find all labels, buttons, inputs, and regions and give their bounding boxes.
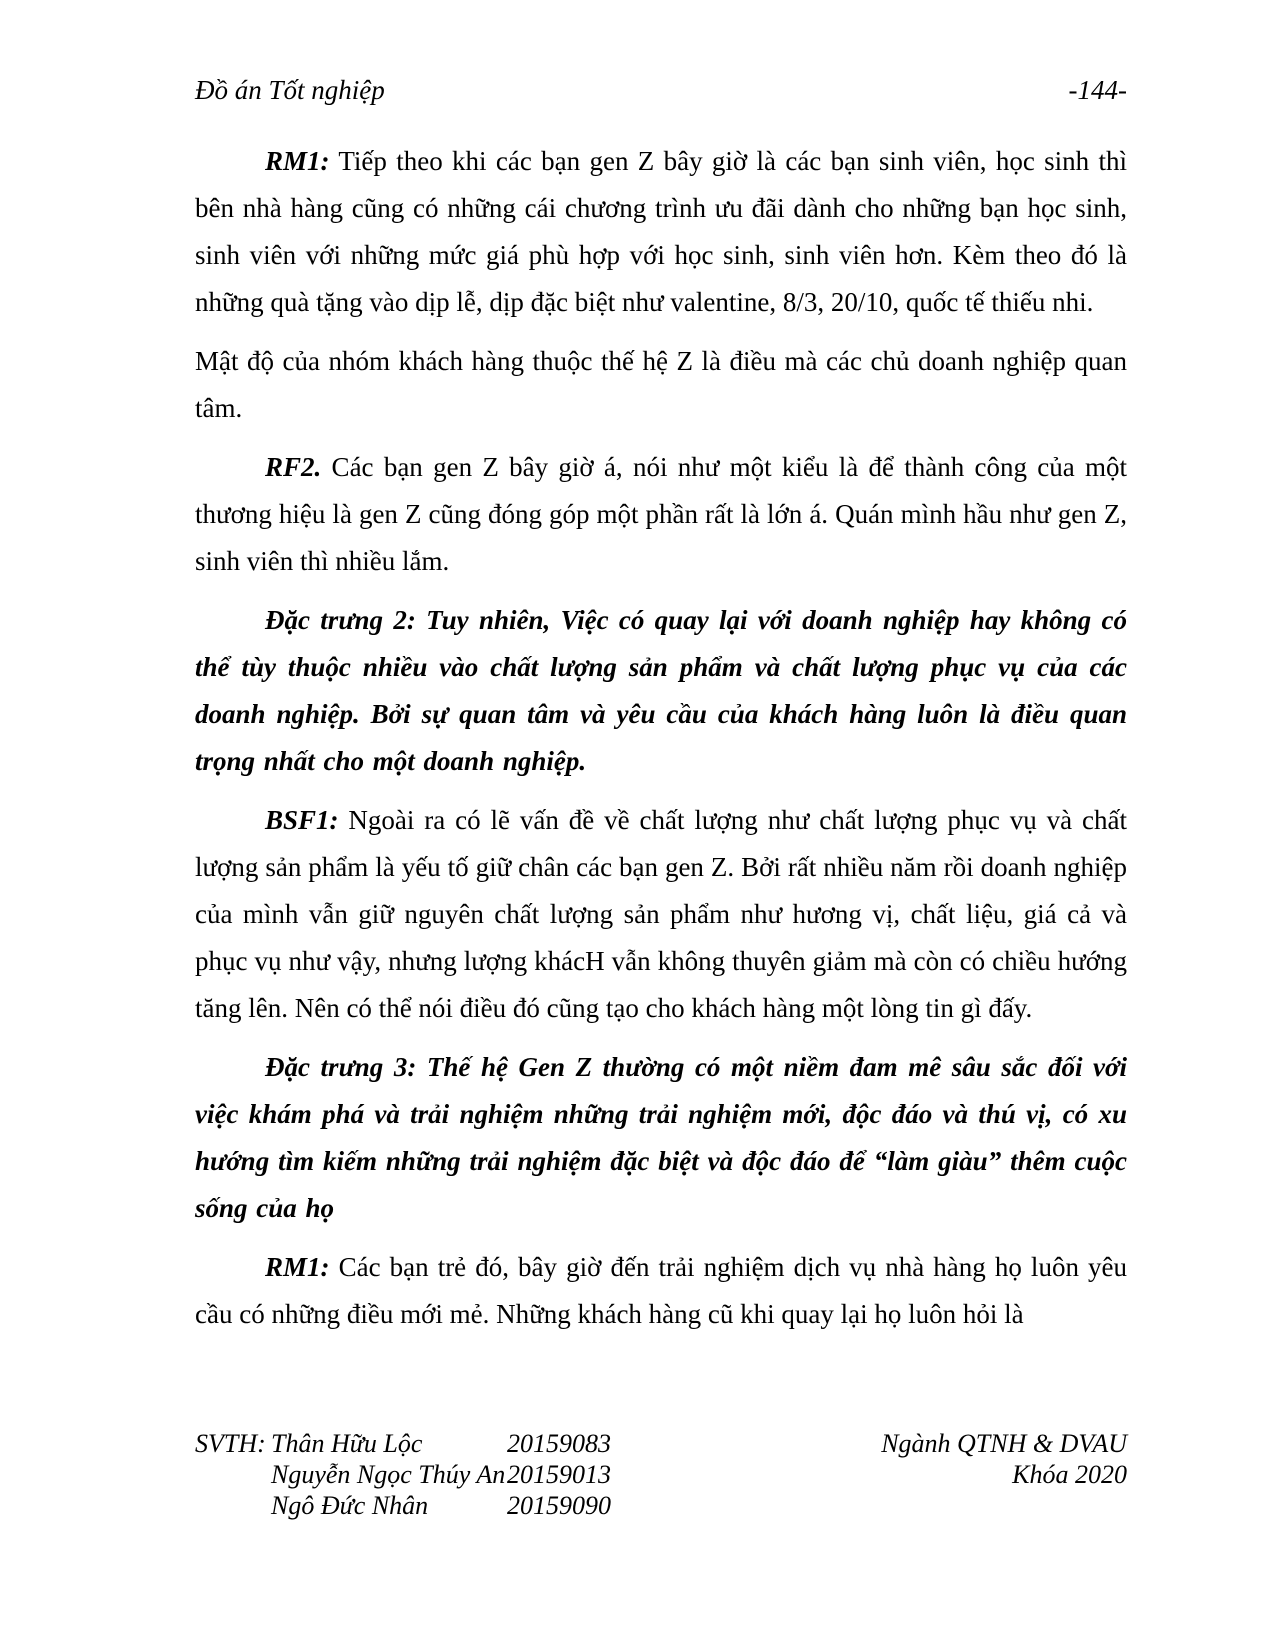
footer-label bbox=[195, 1459, 271, 1490]
paragraph-text: Các bạn gen Z bây giờ á, nói như một kiểu là để thành công của một thương hiệu là gen Z cũng đóng góp một phần rất là lớn á. Quán mình hầu như gen Z, sinh viên thì nhiều lắm. bbox=[195, 452, 1127, 576]
student-id: 20159013 bbox=[507, 1460, 611, 1489]
paragraph-lead: Đặc trưng 3: bbox=[265, 1052, 417, 1082]
paragraph-text: Các bạn trẻ đó, bây giờ đến trải nghiệm dịch vụ nhà hàng họ luôn yêu cầu có những điều mới mẻ. Những khách hàng cũ khi quay lại họ luôn hỏi là bbox=[195, 1252, 1127, 1329]
footer-student-list bbox=[195, 1428, 611, 1521]
footer-program: Ngành QTNH & DVAU bbox=[881, 1429, 1127, 1458]
document-body bbox=[195, 138, 1127, 1350]
paragraph bbox=[195, 1044, 1127, 1232]
paragraph-text: Mật độ của nhóm khách hàng thuộc thế hệ Z là điều mà các chủ doanh nghiệp quan tâm. bbox=[195, 346, 1127, 423]
student-id: 20159083 bbox=[507, 1429, 611, 1458]
paragraph bbox=[195, 138, 1127, 326]
paragraph bbox=[195, 444, 1127, 585]
paragraph-text: Ngoài ra có lẽ vấn đề về chất lượng như chất lượng phục vụ và chất lượng sản phẩm là yếu tố giữ chân các bạn gen Z. Bởi rất nhiều năm rồi doanh nghiệp của mình vẫn giữ nguyên chất lượng sản phẩm như hương vị, chất liệu, giá cả và phục vụ như vậy, nhưng lượng khácH vẫn không thuyên giảm mà còn có chiều hướng tăng lên. Nên có thể nói điều đó cũng tạo cho khách hàng một lòng tin gì đấy. bbox=[195, 805, 1127, 1023]
footer-right bbox=[881, 1428, 1127, 1521]
footer-cohort: Khóa 2020 bbox=[1012, 1460, 1127, 1489]
paragraph-lead: BSF1: bbox=[265, 805, 339, 835]
running-title: Đồ án Tốt nghiệp bbox=[195, 75, 385, 105]
paragraph bbox=[195, 338, 1127, 432]
paragraph-lead: RM1: bbox=[265, 146, 330, 176]
footer-label bbox=[195, 1490, 271, 1521]
paragraph-text: Tiếp theo khi các bạn gen Z bây giờ là các bạn sinh viên, học sinh thì bên nhà hàng cũng có những cái chương trình ưu đãi dành cho những bạn học sinh, sinh viên với những mức giá phù hợp với học sinh, sinh viên hơn. Kèm theo đó là những quà tặng vào dịp lễ, dịp đặc biệt như valentine, 8/3, 20/10, quốc tế thiếu nhi. bbox=[195, 146, 1127, 317]
student-id: 20159090 bbox=[507, 1491, 611, 1520]
paragraph-lead: RF2. bbox=[265, 452, 322, 482]
student-name: Thân Hữu Lộc bbox=[271, 1429, 423, 1458]
paragraph-lead: Đặc trưng 2: bbox=[265, 605, 416, 635]
paragraph bbox=[195, 1244, 1127, 1338]
paragraph bbox=[195, 797, 1127, 1032]
student-name: Ngô Đức Nhân bbox=[271, 1491, 429, 1520]
page-header bbox=[195, 70, 1127, 110]
student-name: Nguyễn Ngọc Thúy An bbox=[271, 1460, 506, 1489]
paragraph bbox=[195, 597, 1127, 785]
page-footer bbox=[195, 1428, 1127, 1521]
paragraph-text: Tuy nhiên, Việc có quay lại với doanh nghiệp hay không có thể tùy thuộc nhiều vào chất lượng sản phẩm và chất lượng phục vụ của các doanh nghiệp. Bởi sự quan tâm và yêu cầu của khách hàng luôn là điều quan trọng nhất cho một doanh nghiệp. bbox=[195, 605, 1127, 776]
footer-label: SVTH: bbox=[195, 1429, 266, 1458]
paragraph-lead: RM1: bbox=[265, 1252, 330, 1282]
paragraph-text: Thế hệ Gen Z thường có một niềm đam mê sâu sắc đối với việc khám phá và trải nghiệm những trải nghiệm mới, độc đáo và thú vị, có xu hướng tìm kiếm những trải nghiệm đặc biệt và độc đáo để “làm giàu” thêm cuộc sống của họ bbox=[195, 1052, 1127, 1223]
page-number: -144- bbox=[1068, 75, 1127, 105]
